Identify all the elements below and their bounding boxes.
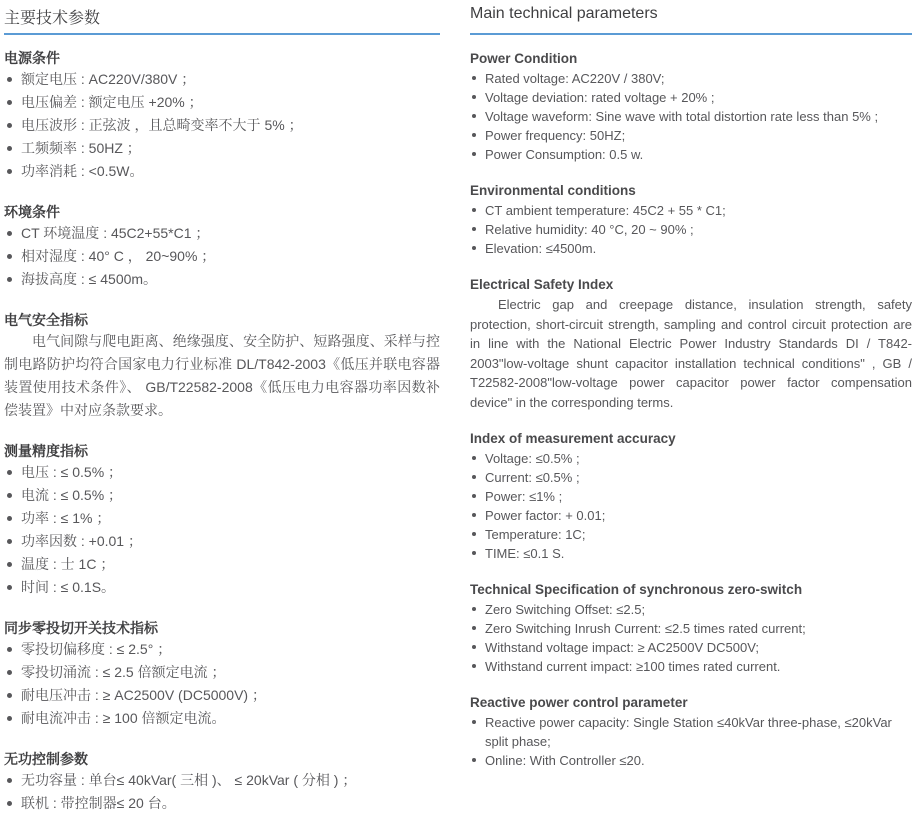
section-heading: 电源条件 xyxy=(4,50,60,66)
section-heading: 无功控制参数 xyxy=(4,751,88,767)
bullet-item xyxy=(470,145,912,164)
page-title-chinese: 主要技术参数 xyxy=(4,0,440,35)
bullet-dot-icon xyxy=(7,254,12,259)
bullet-text: 功率消耗 : <0.5W。 xyxy=(21,163,144,179)
chinese-sections-container xyxy=(4,48,440,815)
bullet-dot-icon xyxy=(472,76,476,80)
spec-section xyxy=(470,49,912,164)
bullet-item xyxy=(4,461,440,484)
bullet-text: CT ambient temperature: 45C2 + 55 * C1; xyxy=(485,203,726,218)
bullet-dot-icon xyxy=(472,645,476,649)
bullet-item xyxy=(4,661,440,684)
chinese-spec-column xyxy=(4,0,440,815)
bullet-dot-icon xyxy=(7,693,12,698)
bullet-dot-icon xyxy=(472,513,476,517)
bullet-text: Power factor: + 0.01; xyxy=(485,508,606,523)
bullet-dot-icon xyxy=(472,664,476,668)
bullet-dot-icon xyxy=(7,801,12,806)
bullet-text: Elevation: ≤4500m. xyxy=(485,241,597,256)
bullet-dot-icon xyxy=(472,607,476,611)
bullet-dot-icon xyxy=(7,647,12,652)
bullet-dot-icon xyxy=(472,720,476,724)
bullet-text: Zero Switching Offset: ≤2.5; xyxy=(485,602,646,617)
bullet-text: 耐电压冲击 : ≥ AC2500V (DC5000V) ； xyxy=(21,687,266,703)
bullet-text: Voltage deviation: rated voltage + 20% ; xyxy=(485,90,715,105)
section-heading: Reactive power control parameter xyxy=(470,695,688,710)
bullet-dot-icon xyxy=(7,231,12,236)
bullet-item xyxy=(470,201,912,220)
bullet-text: Withstand voltage impact: ≥ AC2500V DC500V; xyxy=(485,640,760,655)
bullet-text: 电压波形 : 正弦波 ，且总畸变率不大于 5% ； xyxy=(21,117,303,133)
bullet-dot-icon xyxy=(472,246,476,250)
bullet-item xyxy=(4,576,440,599)
section-heading: Power Condition xyxy=(470,51,578,66)
bullet-text: Power: ≤1% ; xyxy=(485,489,563,504)
bullet-item xyxy=(4,553,440,576)
bullet-text: Voltage: ≤0.5% ; xyxy=(485,451,580,466)
bullet-item xyxy=(470,657,912,676)
bullet-dot-icon xyxy=(472,758,476,762)
bullet-item xyxy=(470,525,912,544)
bullet-item xyxy=(4,245,440,268)
bullet-text: Power frequency: 50HZ; xyxy=(485,128,626,143)
bullet-dot-icon xyxy=(7,562,12,567)
bullet-item xyxy=(4,160,440,183)
bullet-dot-icon xyxy=(472,626,476,630)
bullet-text: Reactive power capacity: Single Station ≤40kVar three-phase, ≤20kVar split phase; xyxy=(485,715,892,749)
bullet-text: CT 环境温度 : 45C2+55*C1 ； xyxy=(21,225,210,241)
bullet-text: 零投切偏移度 : ≤ 2.5° ； xyxy=(21,641,172,657)
bullet-dot-icon xyxy=(7,585,12,590)
bullet-item xyxy=(4,507,440,530)
spec-section xyxy=(470,275,912,412)
bullet-item xyxy=(4,769,440,792)
section-heading: 环境条件 xyxy=(4,204,60,220)
bullet-dot-icon xyxy=(472,133,476,137)
bullet-dot-icon xyxy=(472,227,476,231)
spec-section xyxy=(470,181,912,258)
bullet-dot-icon xyxy=(7,539,12,544)
spec-section xyxy=(4,618,440,730)
bullet-dot-icon xyxy=(7,516,12,521)
section-paragraph: Electric gap and creepage distance, insulation strength, safety protection, short-circuit strength, sampling and control circuit protection are in line with the National Electric Power Industry Standards DI / T842-2003"low-voltage shunt capacitor installation technical conditions" , GB / T22582-2008"low-voltage power capacitor power factor compensation device" in the corresponding terms. xyxy=(470,297,912,410)
bullet-item xyxy=(470,619,912,638)
bullet-item xyxy=(470,468,912,487)
bullet-item xyxy=(470,713,912,751)
bullet-text: 电流 : ≤ 0.5% ； xyxy=(21,487,123,503)
bullet-text: 零投切涌流 : ≤ 2.5 倍额定电流 ； xyxy=(21,664,226,680)
spec-section xyxy=(4,441,440,599)
bullet-dot-icon xyxy=(472,152,476,156)
spec-section xyxy=(4,202,440,291)
bullet-item xyxy=(470,220,912,239)
bullet-text: Temperature: 1C; xyxy=(485,527,586,542)
spec-section xyxy=(4,310,440,422)
bullet-dot-icon xyxy=(7,470,12,475)
bullet-dot-icon xyxy=(472,551,476,555)
bullet-dot-icon xyxy=(7,146,12,151)
bullet-item xyxy=(470,239,912,258)
bullet-item xyxy=(470,506,912,525)
bullet-text: 工频频率 : 50HZ ； xyxy=(21,140,141,156)
bullet-text: Rated voltage: AC220V / 380V; xyxy=(485,71,665,86)
bullet-text: Online: With Controller ≤20. xyxy=(485,753,645,768)
spec-section xyxy=(4,749,440,815)
bullet-dot-icon xyxy=(7,716,12,721)
bullet-text: Withstand current impact: ≥100 times rated current. xyxy=(485,659,781,674)
section-heading: 测量精度指标 xyxy=(4,443,88,459)
bullet-text: 海拔高度 : ≤ 4500m。 xyxy=(21,271,158,287)
section-heading: Technical Specification of synchronous zero-switch xyxy=(470,582,803,597)
section-heading: Electrical Safety Index xyxy=(470,277,614,292)
bullet-text: 时间 : ≤ 0.1S。 xyxy=(21,579,116,595)
bullet-item xyxy=(470,449,912,468)
bullet-text: Current: ≤0.5% ; xyxy=(485,470,580,485)
bullet-item xyxy=(470,544,912,563)
bullet-dot-icon xyxy=(7,670,12,675)
bullet-item xyxy=(470,487,912,506)
section-heading: 电气安全指标 xyxy=(4,312,88,328)
bullet-item xyxy=(4,684,440,707)
bullet-text: 耐电流冲击 : ≥ 100 倍额定电流。 xyxy=(21,710,226,726)
spec-section xyxy=(470,580,912,676)
bullet-dot-icon xyxy=(7,123,12,128)
spec-section xyxy=(4,48,440,183)
bullet-dot-icon xyxy=(472,114,476,118)
bullet-text: Voltage waveform: Sine wave with total distortion rate less than 5% ; xyxy=(485,109,879,124)
bullet-dot-icon xyxy=(472,475,476,479)
bullet-dot-icon xyxy=(472,95,476,99)
bullet-dot-icon xyxy=(7,77,12,82)
bullet-dot-icon xyxy=(472,456,476,460)
bullet-text: 相对湿度 : 40° C ， 20~90% ； xyxy=(21,248,216,264)
bullet-dot-icon xyxy=(7,493,12,498)
section-heading: Index of measurement accuracy xyxy=(470,431,676,446)
english-spec-column xyxy=(470,0,912,815)
bullet-text: 无功容量 : 单台≤ 40kVar( 三相 )、 ≤ 20kVar ( 分相 ) ； xyxy=(21,772,357,788)
bullet-text: TIME: ≤0.1 S. xyxy=(485,546,565,561)
bullet-dot-icon xyxy=(472,532,476,536)
bullet-item xyxy=(4,484,440,507)
bullet-dot-icon xyxy=(472,494,476,498)
bullet-text: 联机 : 带控制器≤ 20 台。 xyxy=(21,795,176,811)
spec-section xyxy=(470,429,912,563)
bullet-item xyxy=(470,107,912,126)
bullet-dot-icon xyxy=(7,778,12,783)
spec-section xyxy=(470,693,912,770)
bullet-dot-icon xyxy=(7,100,12,105)
bullet-dot-icon xyxy=(7,169,12,174)
bullet-text: 电压偏差 : 额定电压 +20% ； xyxy=(21,94,203,110)
bullet-item xyxy=(4,707,440,730)
english-sections-container xyxy=(470,49,912,770)
bullet-item xyxy=(470,88,912,107)
section-heading: 同步零投切开关技术指标 xyxy=(4,620,158,636)
bullet-item xyxy=(4,222,440,245)
bullet-item xyxy=(4,638,440,661)
bullet-item xyxy=(470,600,912,619)
bullet-item xyxy=(4,268,440,291)
section-heading: Environmental conditions xyxy=(470,183,636,198)
bullet-item xyxy=(4,68,440,91)
bullet-text: Relative humidity: 40 °C, 20 ~ 90% ; xyxy=(485,222,694,237)
bullet-text: Power Consumption: 0.5 w. xyxy=(485,147,644,162)
bullet-item xyxy=(4,114,440,137)
bullet-text: 额定电压 : AC220V/380V ； xyxy=(21,71,196,87)
page-title-english: Main technical parameters xyxy=(470,0,912,35)
bullet-text: 温度 : 士 1C ； xyxy=(21,556,115,572)
bullet-text: Zero Switching Inrush Current: ≤2.5 times rated current; xyxy=(485,621,806,636)
bullet-item xyxy=(470,751,912,770)
bullet-text: 电压 : ≤ 0.5% ； xyxy=(21,464,123,480)
bullet-item xyxy=(4,792,440,815)
bullet-text: 功率因数 : +0.01 ； xyxy=(21,533,142,549)
bullet-item xyxy=(4,91,440,114)
bullet-item xyxy=(4,530,440,553)
bullet-item xyxy=(4,137,440,160)
bullet-text: 功率 : ≤ 1% ； xyxy=(21,510,111,526)
bullet-dot-icon xyxy=(472,208,476,212)
bullet-dot-icon xyxy=(7,277,12,282)
bullet-item xyxy=(470,126,912,145)
section-paragraph: 电气间隙与爬电距离、绝缘强度、安全防护、短路强度、采样与控制电路防护均符合国家电力行业标准 DL/T842-2003《低压并联电容器装置使用技术条件》、 GB/T22582-2008《低压电力电容器功率因数补偿装置》中对应条款要求。 xyxy=(4,333,440,418)
bullet-item xyxy=(470,638,912,657)
bullet-item xyxy=(470,69,912,88)
